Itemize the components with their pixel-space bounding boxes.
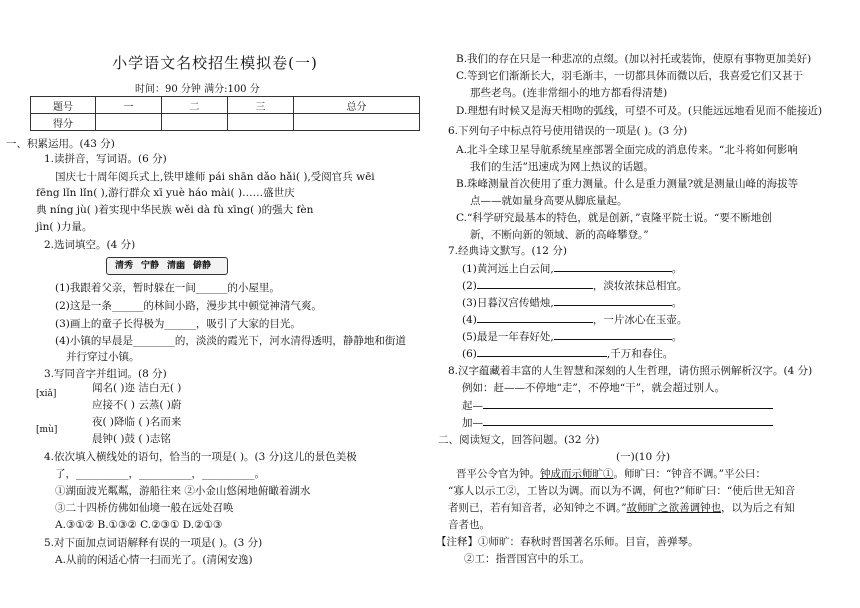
poem-line-6 (462, 346, 673, 361)
poem-line-5-text: (5)最是一年春好处, (462, 331, 554, 343)
pinyin-label: [xiǎ] (36, 389, 57, 399)
poem-line-5: (5)最是一年春好处, 。 (462, 331, 683, 343)
passage-text: 者则已，若有知音者，必知钟之不调。” (448, 502, 627, 514)
score-header-cell: 二 (162, 97, 228, 114)
pinyin-label: [mù] (36, 425, 58, 435)
word-choice: 清秀 (115, 261, 134, 271)
q4-choices: A.③①② B.①③② C.②③① D.②①③ (55, 519, 223, 531)
exam-meta: 时间：90 分钟 满分:100 分 (135, 84, 260, 95)
score-table (30, 96, 420, 131)
word-choice: 宁静 (141, 261, 160, 271)
q3-row-3: 夜( )降临 ( )名而来 (92, 416, 182, 428)
score-cell[interactable] (162, 114, 228, 131)
answer-line[interactable] (483, 398, 773, 409)
word-choice: 清幽 (167, 261, 186, 271)
q3-row-1: 闻名( )迩 洁白无( ) (92, 382, 182, 394)
passage-text: 。师旷曰：“钟音不调。”平公曰： (613, 468, 766, 480)
poem-line-6-text: ,千万和春住。 (606, 348, 674, 360)
q6-option-a: A.北斗全球卫星导航系统星座部署全面完成的消息传来。“北斗将如何影响 (456, 144, 798, 156)
poem-line-1: (1)黄河远上白云间, 。 (462, 263, 683, 275)
poem-blank[interactable] (554, 261, 672, 272)
q1-line-2: fēng lǐn lǐn( ),游行群众 xī yuè háo mài( )……盛世庆 (36, 187, 295, 199)
question-7: 7.经典诗文默写。(12 分) (448, 245, 567, 257)
poem-line-4-num: (4) (462, 314, 477, 326)
paper-title: 小学语文名校招生模拟卷(一) (112, 54, 318, 72)
q8-answer-2 (462, 415, 773, 430)
q6-option-b: B.珠峰测量首次使用了重力测量。什么是重力测量?就是测量山峰的海拔等 (456, 178, 799, 190)
score-table-score-row (31, 114, 420, 131)
passage-line-3 (448, 501, 795, 515)
poem-blank[interactable] (477, 278, 593, 289)
section-1-heading: 一、积累运用。(43 分) (6, 138, 115, 150)
q5-option-c-cont: 那些老鸟。(连非常细小的地方都看得清楚) (470, 87, 668, 99)
poem-blank[interactable] (477, 346, 607, 357)
q1-line-3: 典 níng jù( )着实现中华民族 wěi dà fù xīng( )的强大 fèn (36, 204, 314, 216)
poem-line-2-text: ，淡妆浓抹总相宜。 (592, 280, 688, 292)
poem-line-3: (3)日暮汉宫传蜡烛, 。 (462, 297, 683, 309)
annotation-2: ②工：指晋国宫中的乐工。 (464, 553, 590, 565)
q5-option-a: A.从前的闲适心情一扫而光了。(清闲安逸) (55, 554, 253, 566)
passage-text: ，以为后之有知 (721, 502, 795, 514)
score-cell[interactable] (294, 114, 420, 131)
underlined-phrase: 故师旷之欲善调钟也 (626, 502, 722, 514)
score-header-cell: 总分 (294, 97, 420, 114)
q2-item-4: (4)小镇的早晨是________的，淡淡的霞光下，河水清得透明，静静地和街道 (55, 335, 406, 347)
q6-option-c: C.“科学研究最基本的特色，就是创新，”袁隆平院士说。“要不断地创 (456, 212, 772, 224)
score-header-cell: 三 (228, 97, 294, 114)
poem-line-2-num: (2) (462, 280, 477, 292)
q6-option-b-cont: 点——就如量身高要从脚底量起。 (470, 195, 628, 207)
question-1: 1.读拼音，写词语。(6 分) (44, 153, 167, 165)
poem-blank[interactable] (477, 312, 593, 323)
word-choice: 僻静 (193, 261, 212, 271)
poem-line-3-text: (3)日暮汉宫传蜡烛, (462, 297, 554, 309)
q2-item-1: (1)我跟着父亲，暂时躲在一间______的小屋里。 (55, 282, 280, 294)
q8-answer-2-label: 加— (462, 417, 483, 429)
q2-item-4-cont: 并行穿过小镇。 (66, 351, 140, 363)
score-header-cell: 题号 (31, 97, 96, 114)
answer-line[interactable] (483, 415, 773, 426)
q6-option-a-cont: 我们的生活”迅速成为网上热议的话题。 (470, 161, 654, 173)
passage-title: (一)(10 分) (616, 451, 671, 463)
passage-text: 晋平公令官为钟。 (456, 468, 540, 480)
poem-line-4 (462, 312, 687, 327)
word-choice-box (106, 257, 228, 275)
annotation-1: 【注释】①师旷：春秋时晋国著名乐师。目盲，善弹琴。 (436, 536, 699, 548)
q8-example: 例如：赶——不停地“走”，不停地“干”，就会超过别人。 (462, 382, 725, 394)
score-header-cell: 一 (96, 97, 162, 114)
section-2-heading: 二、阅读短文，回答问题。(32 分) (438, 434, 600, 446)
passage-line-4: 音者也。 (448, 519, 490, 531)
q5-option-b: B.我们的存在只是一种悲凉的点缀。(加以衬托或装饰，使原有事物更加美好) (456, 53, 812, 65)
passage-line-1 (456, 467, 766, 481)
q4-option-sentences: ①湖面波光粼粼，游船往来 ②小金山悠闲地俯瞰着湖水 (55, 485, 311, 497)
poem-line-1-text: (1)黄河远上白云间, (462, 263, 554, 275)
score-table-header-row (31, 97, 420, 114)
poem-line-6-num: (6) (462, 348, 477, 360)
q8-answer-1-label: 起— (462, 400, 483, 412)
q4-line-2: 了，__________，__________，__________。 (55, 468, 265, 480)
question-5: 5.对下面加点词语解释有误的一项是( )。(3 分) (44, 537, 263, 549)
q4-option-sentence-3: ③二十四桥仿佛如仙境一般在远处召唤 (55, 502, 234, 514)
underlined-phrase: 钟成而示师旷① (540, 468, 614, 480)
q8-answer-1 (462, 398, 773, 413)
question-3: 3.写同音字并组词。(8 分) (44, 368, 167, 380)
q3-row-2: 应接不( ) 云蒸( )蔚 (92, 399, 182, 411)
q6-option-c-cont: 新，不断向新的领域、新的高峰攀登。” (470, 229, 649, 241)
score-cell[interactable] (96, 114, 162, 131)
poem-blank[interactable] (554, 295, 672, 306)
question-2: 2.选词填空。(4 分) (44, 239, 136, 251)
q2-item-2: (2)这是一条______的林间小路，漫步其中顿觉神清气爽。 (55, 300, 322, 312)
q5-option-c: C.等到它们渐渐长大，羽毛渐丰，一切都具体而微以后，我喜爱它们又甚于 (456, 70, 803, 82)
poem-blank[interactable] (554, 329, 672, 340)
score-cell[interactable] (228, 114, 294, 131)
poem-line-4-text: ，一片冰心在玉壶。 (592, 314, 688, 326)
poem-line-2 (462, 278, 687, 293)
passage-line-2: “寡人以示工②，工皆以为调。而以为不调，何也?”师旷曰：“使后世无知音 (448, 485, 796, 497)
score-row-label: 得分 (31, 114, 96, 131)
question-8: 8.汉字蕴藏着丰富的人生智慧和深刻的人生哲理，请仿照示例解析汉字。(4 分) (448, 365, 813, 377)
q1-line-4: jìn( )力量。 (36, 221, 93, 233)
q5-option-d: D.理想有时候又是海天相吻的弧线，可望不可及。(只能远远地看见而不能接近) (456, 105, 823, 117)
question-6: 6.下列句子中标点符号使用错误的一项是( )。(3 分) (448, 125, 688, 137)
q3-row-4: 晨钟( )鼓 ( )志铭 (92, 433, 171, 445)
question-4: 4.依次填入横线处的语句，恰当的一项是( )。(3 分)这儿的景色美极 (44, 451, 357, 463)
q1-line-1: 国庆七十周年阅兵式上,铁甲雄师 pái shān dǎo hǎi( ),受阅官兵 wēi (55, 171, 375, 183)
q2-item-3: (3)画上的童子长得极为______，吸引了大家的目光。 (55, 318, 301, 330)
